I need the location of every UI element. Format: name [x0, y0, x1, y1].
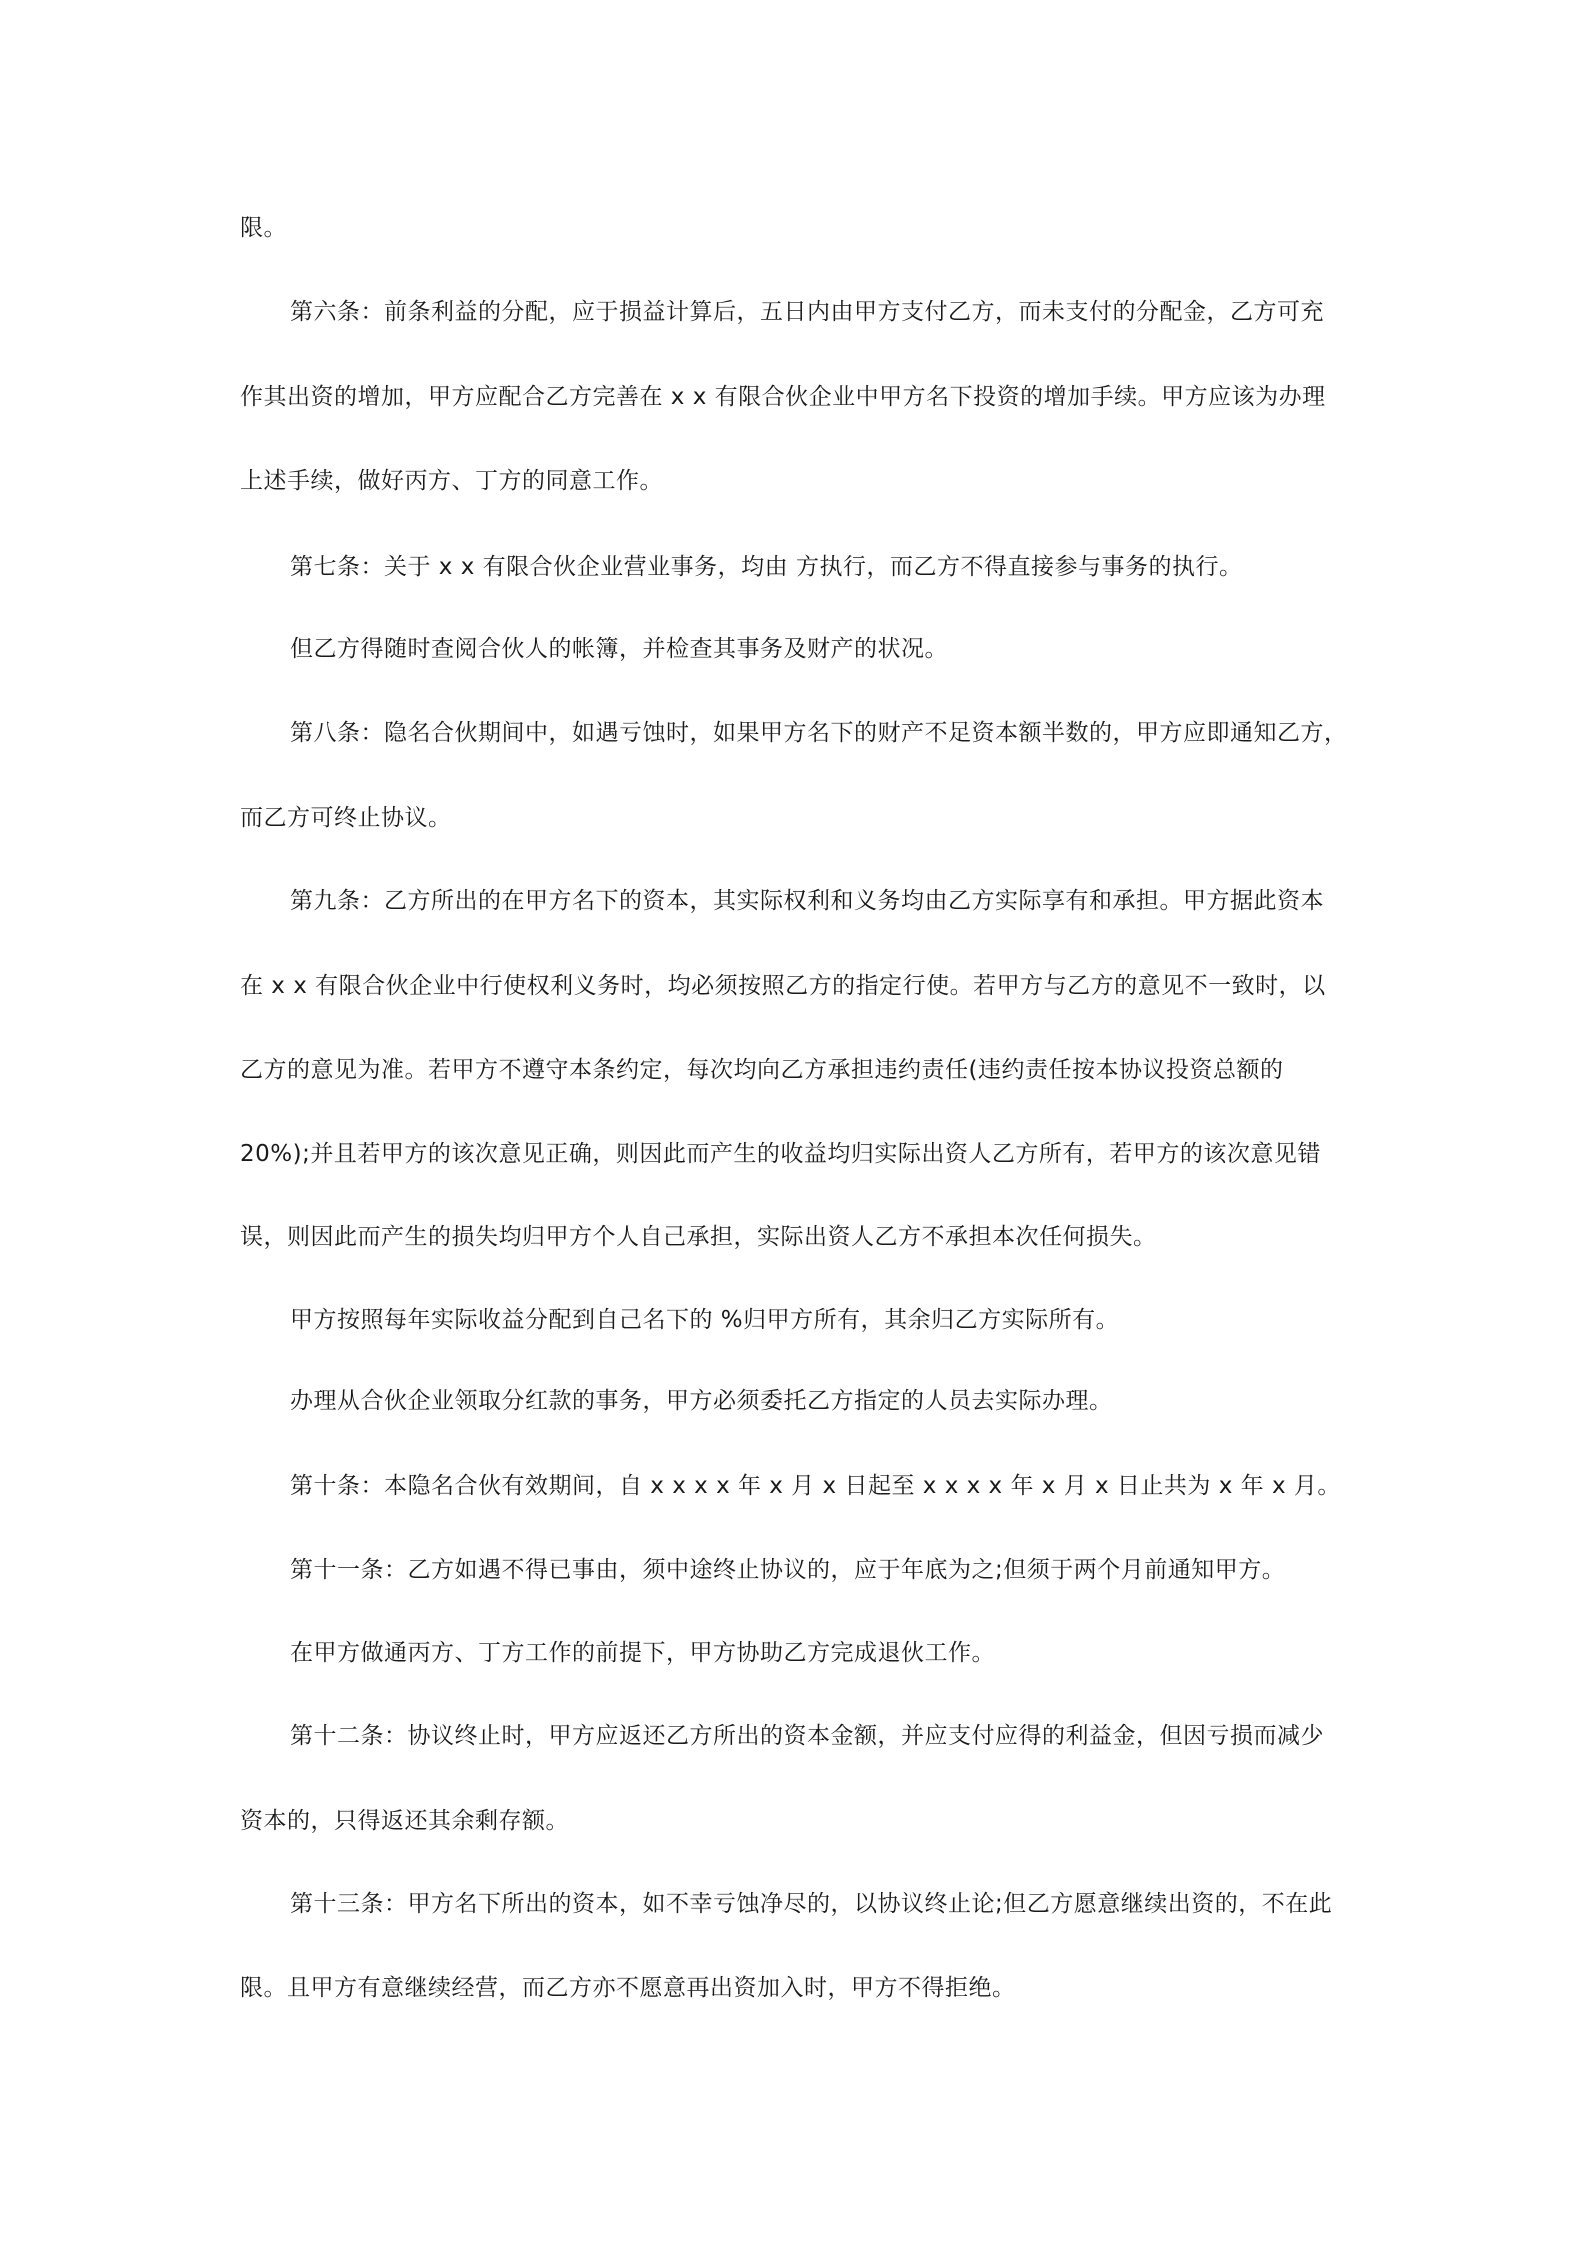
text-line: 作其出资的增加，甲方应配合乙方完善在 x x 有限合伙企业中甲方名下投资的增加手续。甲方应该为办理: [240, 384, 1326, 410]
text-line: 第八条：隐名合伙期间中，如遇亏蚀时，如果甲方名下的财产不足资本额半数的，甲方应即通知乙方，: [290, 720, 1348, 746]
text-line: 但乙方得随时查阅合伙人的帐簿，并检查其事务及财产的状况。: [290, 636, 948, 662]
text-line: 误，则因此而产生的损失均归甲方个人自己承担，实际出资人乙方不承担本次任何损失。: [240, 1224, 1157, 1250]
text-line: 第十三条：甲方名下所出的资本，如不幸亏蚀净尽的，以协议终止论;但乙方愿意继续出资的，不在此: [290, 1891, 1333, 1917]
text-line: 第十条：本隐名合伙有效期间，自 x x x x 年 x 月 x 日起至 x x x x 年 x 月 x 日止共为 x 年 x 月。: [290, 1473, 1341, 1499]
text-line: 限。且甲方有意继续经营，而乙方亦不愿意再出资加入时，甲方不得拒绝。: [240, 1975, 1016, 2001]
text-line: 资本的，只得返还其余剩存额。: [240, 1808, 569, 1834]
text-line: 办理从合伙企业领取分红款的事务，甲方必须委托乙方指定的人员去实际办理。: [290, 1388, 1113, 1414]
text-line: 第十二条：协议终止时，甲方应返还乙方所出的资本金额，并应支付应得的利益金，但因亏损而减少: [290, 1723, 1324, 1749]
text-line: 乙方的意见为准。若甲方不遵守本条约定，每次均向乙方承担违约责任(违约责任按本协议投资总额的: [240, 1057, 1284, 1083]
text-line: 第九条：乙方所出的在甲方名下的资本，其实际权利和义务均由乙方实际享有和承担。甲方据此资本: [290, 888, 1324, 914]
text-line: 第七条：关于 x x 有限合伙企业营业事务，均由 方执行，而乙方不得直接参与事务的执行。: [290, 554, 1243, 580]
text-line: 甲方按照每年实际收益分配到自己名下的 %归甲方所有，其余归乙方实际所有。: [290, 1307, 1120, 1333]
text-line: 而乙方可终止协议。: [240, 805, 452, 831]
text-line: 上述手续，做好丙方、丁方的同意工作。: [240, 468, 663, 494]
text-line: 在 x x 有限合伙企业中行使权利义务时，均必须按照乙方的指定行使。若甲方与乙方的意见不一致时，以: [240, 973, 1326, 999]
text-line: 在甲方做通丙方、丁方工作的前提下，甲方协助乙方完成退伙工作。: [290, 1640, 995, 1666]
text-line: 第六条：前条利益的分配，应于损益计算后，五日内由甲方支付乙方，而未支付的分配金，乙方可充: [290, 299, 1324, 325]
text-line: 20%);并且若甲方的该次意见正确，则因此而产生的收益均归实际出资人乙方所有，若甲方的该次意见错: [240, 1141, 1321, 1167]
text-line: 第十一条：乙方如遇不得已事由，须中途终止协议的，应于年底为之;但须于两个月前通知甲方。: [290, 1557, 1286, 1583]
text-line: 限。: [240, 215, 287, 241]
